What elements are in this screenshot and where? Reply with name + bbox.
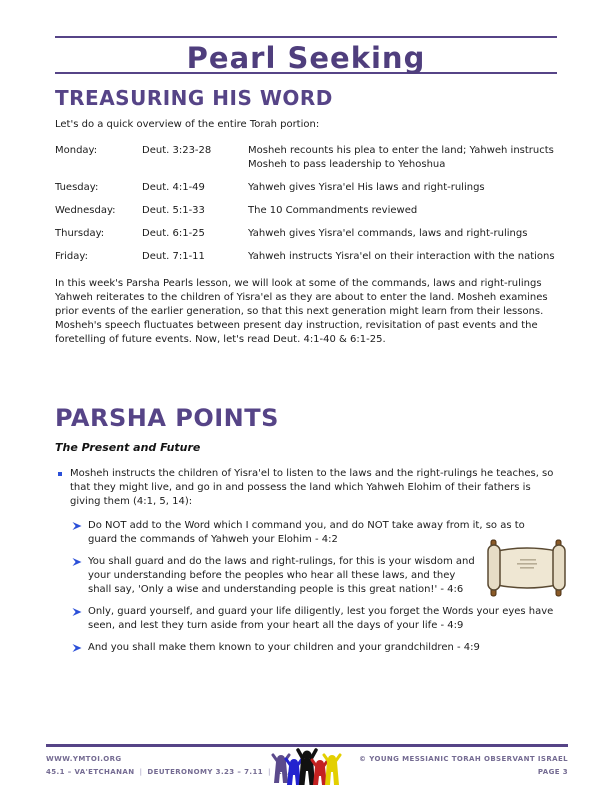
schedule-day: Friday: (55, 251, 88, 262)
lesson-summary: In this week's Parsha Pearls lesson, we will look at some of the commands, laws and right-rulings Yahweh reiterates to the children of Yisra'el as they are about to enter the land. Mosheh examines prior events of the earlier generation, so that this next generation might learn from their lessons. Mosheh's speech fluctuates between present day instruction, revisitation of past events and the foretelling of future events. Now, let's read Deut. 4:1-40 & 6:1-25. (55, 278, 548, 345)
lesson-number: 45.1 – VA'ETCHANAN (46, 768, 135, 776)
page-number: PAGE 3 (537, 768, 568, 776)
schedule-desc: Mosheh recounts his plea to enter the land; Yahweh instructs Mosheh to pass leadership to Yehoshua (248, 145, 554, 170)
schedule-ref: Deut. 7:1-11 (142, 251, 205, 262)
schedule-desc: Yahweh instructs Yisra'el on their interaction with the nations (248, 251, 555, 262)
schedule-ref: Deut. 3:23-28 (142, 145, 212, 156)
portion-reference: DEUTERONOMY 3.23 – 7.11 (147, 768, 263, 776)
arrowhead-bullet-icon (72, 557, 82, 597)
schedule-ref: Deut. 4:1-49 (142, 182, 205, 193)
schedule-row (55, 144, 557, 172)
schedule-desc: Yahweh gives Yisra'el commands, laws and right-rulings (248, 228, 528, 239)
point-text: You shall guard and do the laws and right-rulings, for this is your wisdom and your understanding before the peoples who hear all these laws, and they shall say, 'Only a wise and understanding people is this great nation!' - 4:6 (88, 556, 475, 595)
list-item (72, 641, 557, 655)
copyright-text: © YOUNG MESSIANIC TORAH OBSERVANT ISRAEL (359, 755, 568, 763)
schedule-desc: Yahweh gives Yisra'el His laws and right-rulings (248, 182, 485, 193)
schedule-day: Thursday: (55, 228, 105, 239)
website-link[interactable]: WWW.YMTOI.ORG (46, 755, 122, 763)
bullet-text: Mosheh instructs the children of Yisra'el to listen to the laws and the right-rulings he teaches, so that they might live, and go in and possess the land which Yahweh Elohim of their fathers is giving them (4:1, 5, 14): (70, 468, 554, 507)
arrowhead-bullet-icon (72, 521, 82, 547)
footer-left (46, 753, 297, 779)
torah-portion-schedule (55, 144, 557, 264)
lesson-info (46, 766, 297, 779)
intro-text: Let's do a quick overview of the entire Torah portion: (55, 119, 320, 130)
section-heading: TREASURING HIS WORD (55, 86, 333, 110)
schedule-ref: Deut. 6:1-25 (142, 228, 205, 239)
separator: | (139, 768, 143, 776)
arrowhead-bullet-icon (72, 643, 82, 655)
schedule-day: Wednesday: (55, 205, 116, 216)
section-parsha-points (55, 404, 557, 663)
point-text: Do NOT add to the Word which I command you, and do NOT take away from it, so as to guard the commands of Yahweh your Elohim - 4:2 (88, 520, 525, 545)
schedule-day: Tuesday: (55, 182, 99, 193)
section-treasuring-his-word (55, 86, 557, 347)
square-bullet-icon (58, 472, 62, 476)
point-text: Only, guard yourself, and guard your life diligently, lest you forget the Words your eyes have seen, and lest they turn aside from your heart all the days of your life - 4:9 (88, 606, 554, 631)
page-header (55, 36, 557, 74)
separator: | (268, 768, 271, 776)
page-footer (46, 744, 568, 779)
topic-subheading: The Present and Future (55, 441, 201, 454)
schedule-day: Monday: (55, 145, 98, 156)
bullet-item (55, 467, 557, 509)
document-title: Pearl Seeking (186, 41, 426, 75)
schedule-row (55, 204, 557, 218)
ymtoi-logo-icon (271, 747, 343, 789)
section-heading: PARSHA POINTS (55, 404, 279, 432)
torah-scroll-icon (484, 539, 570, 597)
list-item (72, 605, 557, 633)
footer-right (359, 753, 568, 779)
schedule-ref: Deut. 5:1-33 (142, 205, 205, 216)
arrowhead-bullet-icon (72, 607, 82, 633)
schedule-desc: The 10 Commandments reviewed (248, 205, 418, 216)
schedule-row (55, 227, 557, 241)
point-text: And you shall make them known to your children and your grandchildren - 4:9 (88, 642, 480, 653)
schedule-row (55, 181, 557, 195)
schedule-row (55, 250, 557, 264)
arrow-points-list (72, 519, 557, 655)
